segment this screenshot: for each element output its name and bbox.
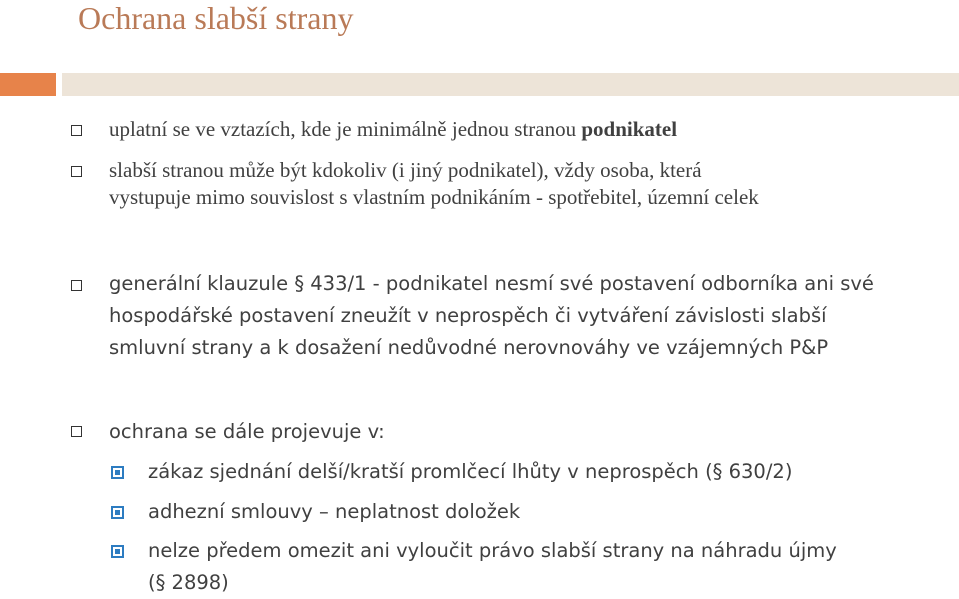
title-accent-bar [0,73,56,96]
bullet-2 [109,157,759,211]
title-header-bar [62,73,959,96]
sub-bullet-1-icon [111,466,124,479]
bullet-1 [109,116,677,143]
sub-bullet-3-icon [111,545,124,558]
sub-bullet-3-line-2: (§ 2898) [148,571,229,594]
bullet-3-icon [71,280,82,291]
bullet-3-line-1: generální klauzule § 433/1 - podnikatel nesmí své postavení odborníka ani své [109,272,874,295]
sub-bullet-3-line-1: nelze předem omezit ani vyloučit právo slabší strany na náhradu újmy [148,539,837,562]
bullet-2-line-2: vystupuje mimo souvislost s vlastním podnikáním - spotřebitel, územní celek [109,185,759,209]
bullet-3-line-2: hospodářské postavení zneužít v neprospěch či vytváření závislosti slabší [109,304,827,327]
bullet-1-text: uplatní se ve vztazích, kde je minimálně jednou stranou [109,117,582,141]
slide-title: Ochrana slabší strany [78,0,354,36]
bullet-3 [109,268,874,364]
sub-bullet-2: adhezní smlouvy – neplatnost doložek [148,500,521,523]
sub-bullet-3 [148,535,837,599]
sub-bullet-1: zákaz sjednání delší/kratší promlčecí lhůty v neprospěch (§ 630/2) [148,460,793,483]
bullet-2-line-1: slabší stranou může být kdokoliv (i jiný podnikatel), vždy osoba, která [109,158,702,182]
bullet-4-icon [71,426,82,437]
bullet-3-line-3: smluvní strany a k dosažení nedůvodné nerovnováhy ve vzájemných P&P [109,336,829,359]
bullet-2-icon [71,166,82,177]
bullet-1-bold: podnikatel [581,117,678,141]
bullet-4: ochrana se dále projevuje v: [109,420,385,443]
bullet-1-icon [71,125,82,136]
sub-bullet-2-icon [111,506,124,519]
